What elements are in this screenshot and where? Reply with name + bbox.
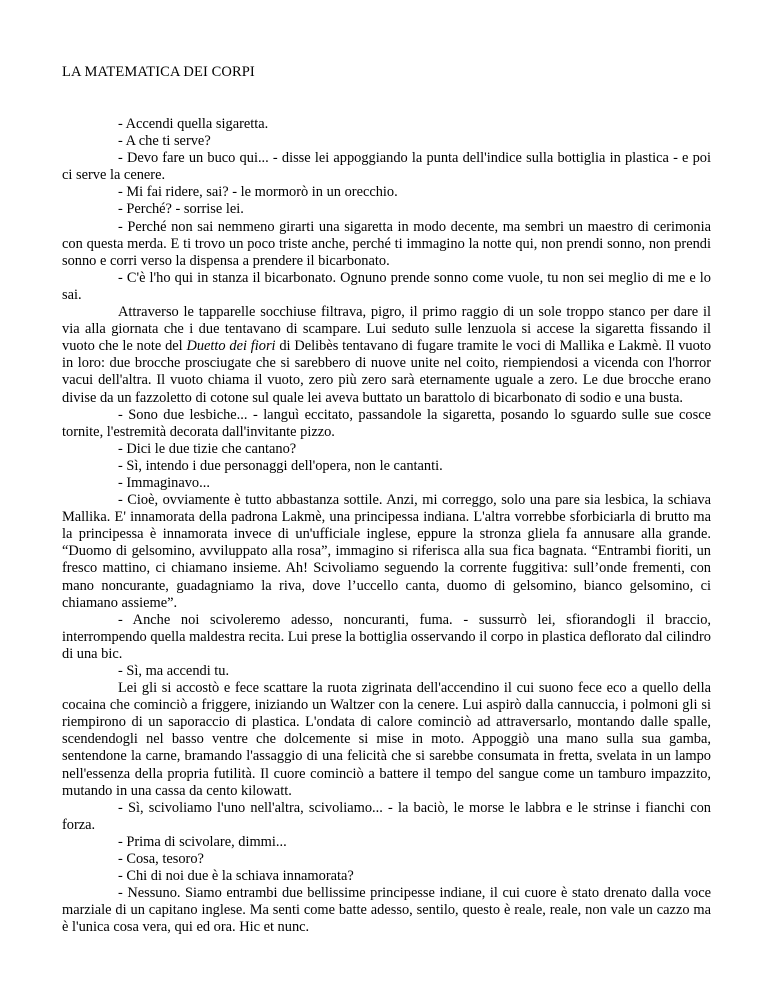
paragraph: - Sono due lesbiche... - languì eccitato, passandole la sigaretta, posando lo sguardo sulle sue cosce tornite, l'estremità decorata dall'invitante pizzo. (62, 406, 711, 440)
paragraph: - Mi fai ridere, sai? - le mormorò in un orecchio. (118, 184, 398, 201)
paragraph: - Immaginavo... (118, 474, 210, 491)
paragraph: Lei gli si accostò e fece scattare la ruota zigrinata dell'accendino il cui suono fece eco a quello della cocaina che cominciò a friggere, iniziando un Waltzer con la cenere. Lui aspirò dalla cannuccia, i polmoni gli si riempirono di un saporaccio di plastica. L'ondata di calore cominciò ad attraversarlo, montando dalle spalle, scendendogli nel basso ventre che dolcemente si mise in moto. Appoggiò una mano sulla sua gamba, sentendone la carne, bramando l'assaggio di una felicità che si sarebbe consumata in fretta, svelata in un lampo nell'essenza della propria futilità. Il cuore cominciò a battere il tempo del sangue come un tamburo impazzito, mutando in una cassa da cento kilowatt. (62, 680, 711, 799)
paragraph: - A che ti serve? (118, 133, 211, 150)
paragraph: - C'è l'ho qui in stanza il bicarbonato. Ognuno prende sonno come vuole, tu non sei meglio di me e lo sai. (62, 269, 711, 303)
paragraph: - Prima di scivolare, dimmi... (118, 833, 287, 850)
paragraph: - Sì, intendo i due personaggi dell'opera, non le cantanti. (118, 457, 443, 474)
paragraph: - Devo fare un buco qui... - disse lei appoggiando la punta dell'indice sulla bottiglia in plastica - e poi ci serve la cenere. (62, 150, 711, 184)
paragraph: - Anche noi scivoleremo adesso, noncuranti, fuma. - sussurrò lei, sfiorandogli il braccio, interrompendo quella maldestra recita. Lui prese la bottiglia osservando il corpo in plastica deflorato dal cilindro di una bic. (62, 611, 711, 662)
paragraph: - Cioè, ovviamente è tutto abbastanza sottile. Anzi, mi correggo, solo una pare sia lesbica, la schiava Mallika. E' innamorata della padrona Lakmè, una principessa indiana. L'altra vorrebbe sforbiciarla di brutto ma la principessa è innamorata invece di un'ufficiale inglese, eppure la stronza gliela fa annusare alla grande. “Duomo di gelsomino, avviluppato alla rosa”, immagino si riferisca alla sua fica bagnata. “Entrambi fioriti, un fresco mattino, ci chiamano insieme. Ah! Scivoliamo seguendo la corrente fuggitiva: sull’onde frementi, con mano noncurante, guadagniamo la riva, dove l’uccello canta, duomo di gelsomino, bianco gelsomino, ci chiamano assieme”. (62, 492, 711, 611)
document-body (62, 116, 711, 937)
paragraph-text: di Delibès tentavano di fugare tramite le voci di Mallika e Lakmè. Il vuoto in loro: due brocche prosciugate che si sarebbero di nuove unite nel coito, riempiendosi a vicenda con l'horror vacui dell'altra. Il vuoto chiama il vuoto, zero più zero sarà eternamente uguale a zero. Le due brocche erano divise da un fazzoletto di cotone sul quale lei aveva buttato un barattolo di bicarbonato di sodio e una busta. (62, 338, 712, 406)
document-title: LA MATEMATICA DEI CORPI (62, 64, 255, 80)
paragraph: - Perché non sai nemmeno girarti una sigaretta in modo decente, ma sembri un maestro di cerimonia con questa merda. E ti trovo un poco triste anche, perché ti immagino la notte qui, non prendi sonno, non prendi sonno e corri verso la dispensa a prendere il bicarbonato. (62, 218, 711, 269)
paragraph: - Dici le due tizie che cantano? (118, 440, 297, 457)
paragraph: - Sì, ma accendi tu. (118, 663, 230, 679)
paragraph: - Nessuno. Siamo entrambi due bellissime principesse indiane, il cui cuore è stato drenato dalla voce marziale di un capitano inglese. Ma senti come batte adesso, sentilo, questo è reale, reale, non vale un cazzo ma è l'unica cosa vera, qui ed ora. Hic et nunc. (62, 885, 711, 936)
paragraph-with-italic (62, 304, 711, 407)
opera-title: Duetto dei fiori (186, 338, 276, 355)
paragraph: - Perché? - sorrise lei. (118, 201, 244, 218)
paragraph: - Accendi quella sigaretta. (118, 116, 269, 132)
paragraph: - Cosa, tesoro? (118, 851, 204, 868)
paragraph-text: Attraverso le tapparelle socchiuse filtrava, pigro, il primo raggio di un sole troppo stanco per dare il via alla giornata che i due tentavano di scampare. Lui seduto sulle lenzuola si accese la sigaretta fissando il vuoto che le note del (62, 304, 711, 355)
paragraph: - Sì, scivoliamo l'uno nell'altra, scivoliamo... - la baciò, le morse le labbra e le strinse i fianchi con forza. (62, 799, 711, 833)
paragraph: - Chi di noi due è la schiava innamorata? (118, 868, 354, 885)
